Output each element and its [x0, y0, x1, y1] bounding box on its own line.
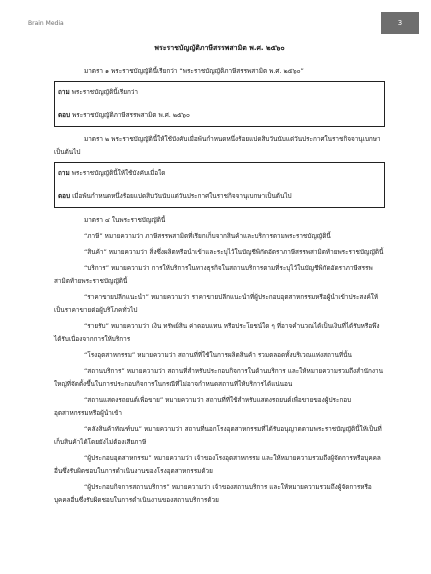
definition-item: “โรงอุตสาหกรรม” หมายความว่า สถานที่ที่ใช้ในการผลิตสินค้า รวมตลอดทั้งบริเวณแห่งสถานที่นั้น	[84, 351, 352, 359]
question-text: พระราชบัญญัตินี้ให้ใช้บังคับเมื่อใด	[69, 169, 166, 177]
definition-item: “รายรับ” หมายความว่า เงิน ทรัพย์สิน ค่าตอบแทน หรือประโยชน์ใด ๆ ที่อาจคำนวณได้เป็นเงินที่ได้รับหรือพึงได้รับเนื่องจากการให้บริการ	[54, 322, 380, 343]
answer-text: เมื่อพ้นกำหนดหนึ่งร้อยแปดสิบวันนับแต่วันประกาศในราชกิจจานุเบกษาเป็นต้นไป	[70, 192, 292, 200]
question-label: ถาม	[58, 88, 70, 96]
question-1	[58, 86, 381, 99]
brand-label: Brain Media	[28, 20, 64, 27]
definition-item: “สถานบริการ” หมายความว่า สถานที่สำหรับประกอบกิจการในด้านบริการ และให้หมายความรวมถึงสำนักงานใหญ่ที่จัดตั้งขึ้นในการประกอบกิจการในกรณีที่ไม่อาจกำหนดสถานที่ให้บริการได้แน่นอน	[54, 367, 383, 388]
answer-2	[58, 190, 381, 203]
qa-box-2	[54, 162, 385, 208]
definition-item: “ผู้ประกอบกิจการสถานบริการ” หมายความว่า เจ้าของสถานบริการ และให้หมายความรวมถึงผู้จัดการหรือบุคคลอื่นซึ่งรับผิดชอบในการดำเนินงานของสถานบริการด้วย	[54, 483, 372, 504]
definition-item: “สินค้า” หมายความว่า สิ่งซึ่งผลิตหรือนำเข้าและระบุไว้ในบัญชีพิกัดอัตราภาษีสรรพสามิตท้ายพระราชบัญญัตินี้	[84, 248, 384, 256]
document-body	[54, 42, 385, 510]
answer-label: ตอบ	[58, 111, 71, 119]
definition-item: “ผู้ประกอบอุตสาหกรรม” หมายความว่า เจ้าของโรงอุตสาหกรรม และให้หมายความรวมถึงผู้จัดการหรือบุคคลอื่นซึ่งรับผิดชอบในการดำเนินงานของโรงอุตสาหกรรมด้วย	[54, 454, 381, 475]
question-text: พระราชบัญญัตินี้เรียกว่า	[69, 88, 139, 96]
section-2: มาตรา ๒ พระราชบัญญัตินี้ให้ใช้บังคับเมื่อพ้นกำหนดหนึ่งร้อยแปดสิบวันนับแต่วันประกาศในราชกิจจานุเบกษาเป็นต้นไป	[54, 135, 381, 156]
answer-text: พระราชบัญญัติภาษีสรรพสามิต พ.ศ. ๒๕๖๐	[70, 111, 190, 119]
definition-item: “สถานแสดงรถยนต์เพื่อขาย” หมายความว่า สถานที่ที่ใช้สำหรับแสดงรถยนต์เพื่อขายของผู้ประกอบอุตสาหกรรมหรือผู้นำเข้า	[54, 396, 352, 417]
section-1: มาตรา ๑ พระราชบัญญัตินี้เรียกว่า “พระราชบัญญัติภาษีสรรพสามิต พ.ศ. ๒๕๖๐”	[84, 67, 304, 75]
definition-item: “ภาษี” หมายความว่า ภาษีสรรพสามิตที่เรียกเก็บจากสินค้าและบริการตามพระราชบัญญัตินี้	[84, 232, 331, 240]
definition-item: “บริการ” หมายความว่า การให้บริการในทางธุรกิจในสถานบริการตามที่ระบุไว้ในบัญชีพิกัดอัตราภาษีสรรพสามิตท้ายพระราชบัญญัตินี้	[54, 264, 373, 285]
question-label: ถาม	[58, 169, 70, 177]
answer-1	[58, 109, 381, 122]
definition-item: “ราคาขายปลีกแนะนำ” หมายความว่า ราคาขายปลีกแนะนำที่ผู้ประกอบอุตสาหกรรมหรือผู้นำเข้าประสงค์ให้เป็นราคาขายต่อผู้บริโภคทั่วไป	[54, 293, 379, 314]
answer-label: ตอบ	[58, 192, 71, 200]
qa-box-1	[54, 81, 385, 127]
page-number-badge: 3	[381, 12, 419, 34]
question-2	[58, 167, 381, 180]
section-4-intro: มาตรา ๔ ในพระราชบัญญัตินี้	[84, 216, 166, 224]
document-title: พระราชบัญญัติภาษีสรรพสามิต พ.ศ. ๒๕๖๐	[154, 44, 285, 52]
definition-item: “คลังสินค้าทัณฑ์บน” หมายความว่า สถานที่นอกโรงอุตสาหกรรมที่ได้รับอนุญาตตามพระราชบัญญัตินี้ให้เป็นที่เก็บสินค้าได้โดยยังไม่ต้องเสียภาษี	[54, 425, 382, 446]
